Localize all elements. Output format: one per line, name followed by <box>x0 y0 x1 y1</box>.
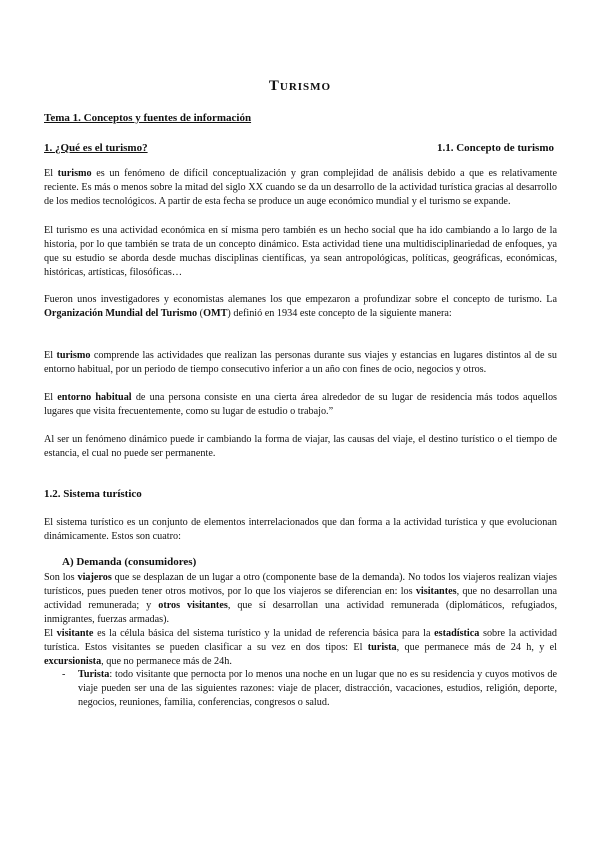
bullet-dash: - <box>62 669 66 680</box>
paragraph-3: Fueron unos investigadores y economistas alemanes los que empezaron a profundizar sobre el concepto de turismo. La Organización Mundial del Turismo (OMT) definió en 1934 este concepto de la siguiente manera: <box>44 294 557 319</box>
section-1-1-heading: 1.1. Concepto de turismo <box>436 142 554 154</box>
page-title: Turismo <box>268 78 332 94</box>
paragraph-1: El turismo es un fenómeno de difícil conceptualización y gran complejidad de análisis debido a que es relativamente reciente. Es más o menos sobre la mitad del siglo XX cuando se da un desarrollo de la actividad turística gracias al desarrollo de los medios tecnológicos. A partir de esta fecha se produce un auge económico mundial y el turismo se expande. <box>44 168 557 207</box>
paragraph-2: El turismo es una actividad económica en sí misma pero también es un hecho social que ha ido cambiando a lo largo de la historia, por lo que también se trata de un concepto dinámico. Esta actividad tiene una multidisciplinariedad de enfoques, ya que su estudio se aborda desde muchas disciplinas científicas, ya sean antropológicas, políticas, geográficas, económicas, históricas, artísticas, filosóficas… <box>44 225 557 278</box>
quote-paragraph-2: El entorno habitual de una persona consiste en una cierta área alrededor de su lugar de residencia más todos aquellos lugares que visita frecuentemente, como su lugar de estudio o trabajo.” <box>44 392 557 417</box>
paragraph-7: El sistema turístico es un conjunto de elementos interrelacionados que dan forma a la actividad turística y que evolucionan dinámicamente. Estos son cuatro: <box>44 517 557 542</box>
tema-heading: Tema 1. Conceptos y fuentes de información <box>44 112 252 124</box>
section-1-heading: 1. ¿Qué es el turismo? <box>44 142 148 154</box>
quote-paragraph-1: El turismo comprende las actividades que realizan las personas durante sus viajes y estancias en lugares distintos al de su entorno habitual, por un periodo de tiempo consecutivo inferior a un año con fines de ocio, negocios y otros. <box>44 350 557 375</box>
list-item-text: Turista: todo visitante que pernocta por lo menos una noche en un lugar que no es su residencia y cuyos motivos de viaje pueden ser una de las siguientes razones: viaje de placer, distracción, vacaciones, estudios, religión, deporte, negocios, reuniones, familia, conferencias, congresos o salud. <box>78 669 557 708</box>
section-1-2-heading: 1.2. Sistema turístico <box>44 488 142 500</box>
subsection-a-heading: A) Demanda (consumidores) <box>62 556 197 568</box>
paragraph-8: Son los viajeros que se desplazan de un lugar a otro (componente base de la demanda). No todos los viajeros realizan viajes turísticos, pues pueden tener otros motivos, por lo que los viajeros se diferencian en: los visitantes, que no desarrollan una actividad remunerada; y otros visitantes, que sí desarrollan una actividad remunerada (diplomáticos, refugiados, inmigrantes, fuerzas armadas). <box>44 572 558 625</box>
paragraph-6: Al ser un fenómeno dinámico puede ir cambiando la forma de viajar, las causas del viaje, el destino turístico o el tiempo de estancia, el cual no puede ser permanente. <box>44 434 557 459</box>
paragraph-9: El visitante es la célula básica del sistema turístico y la unidad de referencia básica para la estadística sobre la actividad turística. Estos visitantes se pueden clasificar a su vez en dos tipos: El turista, que permanece más de 24 h, y el excursionista, que no permanece más de 24h. <box>44 628 558 667</box>
